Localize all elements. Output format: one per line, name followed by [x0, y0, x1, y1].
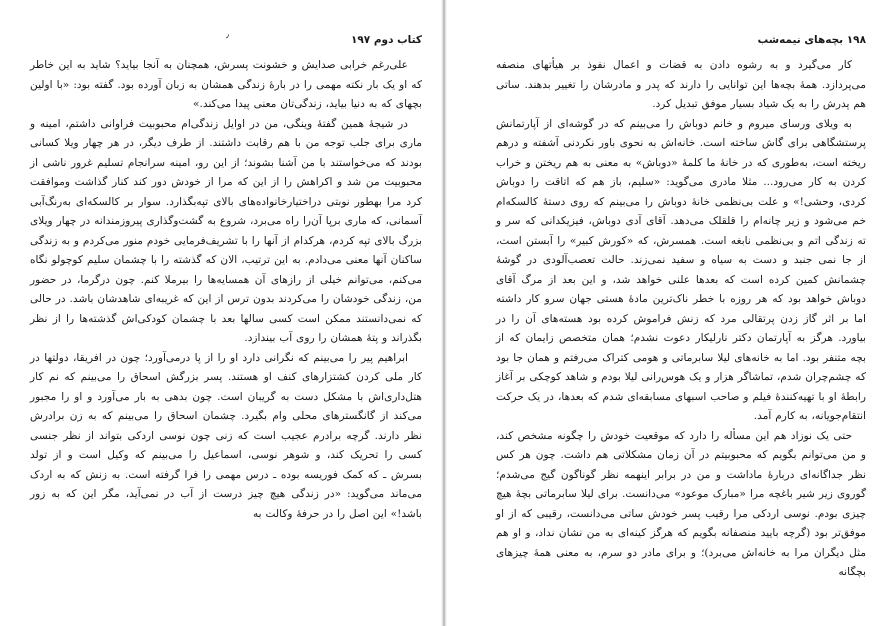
paragraph: ابراهیم پیر را می‌بینم که نگرانی دارد او را از پا درمی‌آورد؛ چون در افریقا، دولتها در کار ملی کردن کشتزارهای کنف او هستند. پسر بزرگش اسحاق را می‌بینم که نم کار هتل‌داری‌اش با مشکل دست به گریبان است. چون بدهی به بار می‌آورد و او را مجبور می‌کند از گانگسترهای محلی وام بگیرد. چشمان اسحاق را می‌بینم که به زن برادرش نظر دارند. گرچه برادرم عجیب است که زنی چون نوسی اردکی بتواند از نظر جنسی کسی را تحریک کند، و شوهر نوسی، اسماعیل را می‌بینم که وکیل است و از تولد بسرش ـ که کمک فوریسه بوده ـ درس مهمی را فرا گرفته است. به زنش که به اردک می‌ماند می‌گوید: «در زندگی هیچ چیز درست از آب در نمی‌آید، مگر این که به زور باشد!» این اصل را در حرفهٔ وکالت به	[30, 351, 422, 520]
paragraph: به ویلای ورسای میروم و خانم دوباش را می‌بینم که در گوشه‌ای از آپارتمانش پرستشگاهی برای گاش ساخته است. خانه‌اش به نحوی باور نکردنی آشفته و درهم ریخته است، به‌طوری که در خانهٔ ما کلمهٔ «دوباش» به معنی به هم ریختن و خراب کردن به کار می‌رود... مثلا مادری می‌گوید: «سلیم، باز هم که اتاقت را دوباش کردی، وحشی!» و علت بی‌نظمی خانهٔ دوباش را می‌بینم که روی دستهٔ کالسکه‌ام خم می‌شود و زیر چانه‌ام را قلقلک می‌دهد. آقای آدی دوباش، فیزیکدانی که سر و ته زندگی اتم و بی‌نظمی نابغه است. همسرش، که «کورش کبیر» را آبستن است، از جا نمی جنبد و دست به سیاه و سفید نمی‌زند. حالت تعصب‌آلودی در گوشهٔ چشمانش کمین کرده است که بعدها علنی خواهد شد، و این بعد از مرگ آقای دوباش خواهد بود که هر روزه با خطر ناک‌ترین مادهٔ هستی جهان سرو کار داشته اما بر اثر گاز زدن پرتقالی مرد که زنش فراموش کرده بود هسته‌های آن را در بیاورد. هرگز به آپارتمان دکتر نارلیکار دعوت نشدم؛ همان متخصص زایمان که از بچه متنفر بود. اما به خانه‌های لیلا سابرماتی و هومی کتراک می‌رفتم و همان جا بود که چشم‌چران شدم، تماشاگر هزار و یک هوس‌رانی لیلا بودم و شاهد کوچکی بر آغاز رابطهٔ او با تهیه‌کنندهٔ فیلم و صاحب اسبهای مسابقه‌ای شدم که بعدها، در یک حرکت انتقام‌جویانه، به کارم آمد.	[496, 117, 866, 422]
paragraph: علی‌رغم خرابی صدایش و خشونت پسرش، همچنان به آنجا بیاید؟ شاید به این خاطر که او یک بار نکته مهمی را در بارهٔ زندگی همشان به زبان آورده بود. گفته بود: «با اولین بچهای که به دنیا بیاید، زندگی‌تان معنی پیدا می‌کند.»	[30, 59, 422, 110]
left-running-head: کتاب دوم ۱۹۷	[350, 34, 422, 46]
right-page	[496, 30, 866, 620]
paragraph: حتی یک نوزاد هم این مسأله را دارد که موقعیت خودش را چگونه مشخص کند، و من می‌توانم بگویم که محبوبیتم در آن زمان مشکلاتی هم داشت. چون هر کس نظر جداگانه‌ای دربارهٔ ماداشت و من در برابر اینهمه نظر گوناگون گیج می‌شدم؛ گوروی زیر شیر باغچه مرا «مبارک موعود» می‌دانست. برای لیلا سابرماتی بچهٔ هیچ چیزی بودم. نوسی اردکی مرا رقیب پسر خودش ساتی می‌دانست، رقیبی که از او موفق‌تر بود (گرچه بایید منصفانه بگویم که هرگز کینه‌ای به من نشان نداد، و او هم مثل دیگران مرا به خانه‌اش می‌برد)؛ و برای مادر دو سرم، به معنی همهٔ چیزهای بچگانه	[496, 429, 866, 578]
paragraph: در شیجهٔ همین گفتهٔ وینگی، من در اوایل زندگی‌ام محبوبیت فراوانی داشتم، امینه و ماری برای جلب توجه من با هم رقابت داشتند. از طرف دیگر، در هر چهار ویلا کسانی بودند که می‌خواستند با من آشنا بشوند؛ از این رو، امینه سرانجام تسلیم غرور ناشی از محبوبیت من شد و اکراهش را از این که مرا از خودش دور کند کنار گذاشت وموافقت کرد مرا بهطور نوبتی درا‌ختیارخانواده‌های بالای تپه‌بگذارد. سوار بر کالسکه‌ای به‌رنگ‌آبی آسمانی، که ماری برپا آن‌را راه می‌برد، شروع به گشت‌وگذاری پیروزمندانه در چهار ویلای بزرگ بالای تپه کردم، هرکدام از آنها را با تشریف‌فرمایی خودم منور می‌کردم و به زندگی ساکنان آنها معنی می‌دادم. به این ترتیب، الان که گذشته را با چشمان سلیم کوچولو نگاه می‌کنم، می‌توانم خیلی از رازهای آن همسایه‌ها را بیرملا کنم. چون درگرما، در حضور من، زندگی خودشان را می‌کردند بدون ترس از این که غریبه‌ای شاهدشان باشد. در حالی که نمی‌دانستند ممکن است کسی سالها بعد با چشمان کودکی‌اش گذشته‌ها را از نظر بگذراند و پتهٔ همشان را روی آب بیندازد.	[30, 117, 422, 344]
left-page	[30, 30, 422, 620]
right-running-head: ۱۹۸ بچه‌های نیمه‌شب	[757, 34, 866, 46]
left-page-header	[30, 30, 422, 50]
page-mark: ٫	[226, 30, 229, 40]
right-page-body	[496, 56, 866, 583]
book-gutter	[441, 0, 447, 626]
paragraph: کار می‌گیرد و به رشوه دادن به قضات و اعمال نفوذ بر هیأتهای منصفه می‌پردازد. همهٔ بچه‌ها این توانایی را دارند که پدر و مادرشان را تغییر بدهند. ساتی هم پدرش را به یک شیاد بسیار موفق تبدیل کرد.	[496, 59, 866, 110]
right-page-header	[496, 30, 866, 50]
left-page-body	[30, 56, 422, 524]
